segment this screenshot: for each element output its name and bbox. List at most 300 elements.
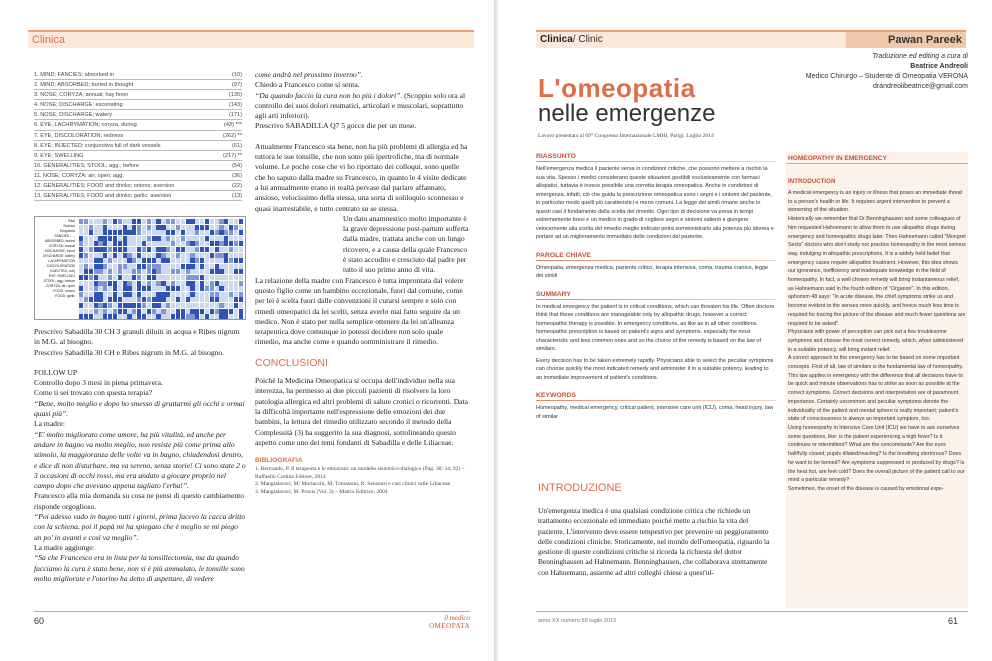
repertory-cell (132, 286, 136, 291)
repertory-cell (200, 314, 204, 319)
repertory-cell (156, 230, 160, 235)
repertory-cell (147, 241, 151, 246)
repertory-cell (137, 230, 141, 235)
repertory-cell (234, 275, 238, 280)
repertory-cell (94, 225, 98, 230)
repertory-cell (224, 247, 228, 252)
repertory-cell (229, 303, 233, 308)
repertory-cell (103, 253, 107, 258)
sidebar-paragraph: Historically we remember that Dr Benninghausen and some colleagues of him requested Hahnemann to allow them to use allopathic drugs during emergency and homeopathic drugs later. Then Hahnemann called "Mongrel Sects" doctors who don't study nor practice homeopathy in the most serious way, indulging in allopathic prescriptions. It is a widely held belief that emergency cases require allopathic treatment. However, this idea shows our ignorance, inefficiency and inadequate knowledge in the field of homeopathy. In fact, a well chosen remedy will bring instantaneous relief, as Hahnemann said in the fourth edition of "Organon". In this edition, aphorism 48 says: "In acute disease, the chief symptoms strike us and become evident to the senses more quickly, and hence much less time is required for tracing the picture of the disease and much fewer questions are required to be asked". (788, 216, 966, 327)
repertory-cell (200, 236, 204, 241)
repertory-cell (229, 292, 233, 297)
repertory-cell (127, 292, 131, 297)
repertory-cell (219, 219, 223, 224)
rubric-count: (171) (228, 112, 242, 119)
repertory-cell (195, 247, 199, 252)
repertory-cell (103, 264, 107, 269)
repertory-cell (108, 314, 112, 319)
repertory-cell (156, 314, 160, 319)
repertory-grid-image (34, 216, 246, 320)
repertory-cell (147, 264, 151, 269)
rubric-count: (10) (232, 72, 242, 78)
repertory-cell (94, 247, 98, 252)
repertory-cell (205, 275, 209, 280)
repertory-cell (84, 275, 88, 280)
repertory-cell (186, 303, 190, 308)
repertory-cell (181, 281, 185, 286)
repertory-cell (79, 264, 83, 269)
repertory-cell (98, 241, 102, 246)
bibliography-list (255, 466, 469, 496)
repertory-cell (137, 225, 141, 230)
rubric-row (34, 151, 242, 161)
repertory-cell (132, 247, 136, 252)
repertory-cell (89, 269, 93, 274)
repertory-row-label: FANCIES - ... (54, 234, 75, 238)
repertory-cell (79, 253, 83, 258)
keywords-text: Homeopathy, medical emergency, critical patient, intensive care unit (ICU), coma, head injury, law of similar (536, 405, 774, 420)
repertory-cell (152, 241, 156, 246)
repertory-cell (79, 275, 83, 280)
repertory-cell (118, 230, 122, 235)
repertory-cell (224, 236, 228, 241)
repertory-cell (118, 219, 122, 224)
rubric-list (34, 70, 242, 201)
repertory-cell (156, 292, 160, 297)
repertory-cell (200, 241, 204, 246)
repertory-cell (181, 314, 185, 319)
repertory-cell (176, 253, 180, 258)
repertory-row-label: INJECTED; conj (50, 269, 75, 273)
repertory-cell (219, 269, 223, 274)
repertory-cell (234, 225, 238, 230)
left-page (0, 0, 494, 661)
repertory-cell (234, 264, 238, 269)
followup-paragraph: Controllo dopo 3 mesi in piena primavera. (34, 378, 163, 388)
repertory-cell (234, 230, 238, 235)
repertory-cell (123, 225, 127, 230)
repertory-cell (84, 230, 88, 235)
repertory-cell (156, 258, 160, 263)
rubric-label: 10. GENERALITIES; STOOL; agg.; before (34, 162, 139, 169)
repertory-cell (113, 286, 117, 291)
repertory-cell (166, 264, 170, 269)
repertory-cell (195, 297, 199, 302)
repertory-cell (137, 292, 141, 297)
repertory-cell (132, 275, 136, 280)
journal-issue: anno XX numero 59 luglio 2015 (538, 618, 617, 624)
repertory-cell (181, 303, 185, 308)
repertory-cell (79, 297, 83, 302)
repertory-cell (200, 286, 204, 291)
repertory-cell (200, 247, 204, 252)
repertory-cell (137, 286, 141, 291)
repertory-cell (239, 230, 243, 235)
repertory-row-label: CORYZA; air; open (45, 284, 75, 288)
repertory-cell (224, 292, 228, 297)
repertory-row-label: Rubrics (63, 224, 75, 228)
repertory-cell (108, 309, 112, 314)
repertory-cell (200, 292, 204, 297)
repertory-cell (79, 230, 83, 235)
repertory-row-label: DISCHARGE; excor (44, 249, 75, 253)
repertory-cell (147, 236, 151, 241)
repertory-cell (89, 309, 93, 314)
repertory-cell (219, 292, 223, 297)
repertory-row-label: DISCOLORATION (47, 264, 75, 268)
repertory-cell (156, 281, 160, 286)
repertory-cell (186, 258, 190, 263)
repertory-cell (108, 269, 112, 274)
repertory-cell (234, 281, 238, 286)
repertory-cell (176, 225, 180, 230)
repertory-cell (113, 314, 117, 319)
repertory-cell (84, 247, 88, 252)
repertory-cell (215, 230, 219, 235)
repertory-row-label: Kingdoms (59, 229, 75, 233)
repertory-cell (176, 303, 180, 308)
repertory-cell (219, 230, 223, 235)
repertory-cell (210, 253, 214, 258)
rubric-row (34, 110, 242, 120)
repertory-cell (215, 258, 219, 263)
rubric-label: 7. EYE; DISCOLORATION; redness (34, 132, 124, 139)
repertory-cell (171, 286, 175, 291)
rubric-label: 5. NOSE; DISCHARGE; watery (34, 112, 113, 119)
repertory-cell (171, 281, 175, 286)
repertory-cell (118, 269, 122, 274)
repertory-cell (132, 253, 136, 258)
repertory-cell (113, 264, 117, 269)
repertory-cell (215, 314, 219, 319)
translation-credit: Traduzione ed editing a cura di Beatrice Andreoli Medico Chirurgo – Studente di Omeopatia VERONA drandreolibeatrice@gmail.com (805, 53, 968, 90)
repertory-cell (166, 225, 170, 230)
repertory-cell (147, 247, 151, 252)
repertory-cell (118, 292, 122, 297)
repertory-cell (118, 314, 122, 319)
repertory-cell (84, 219, 88, 224)
repertory-cell (84, 286, 88, 291)
repertory-cell (132, 230, 136, 235)
repertory-row-label: CORYZA; annual (48, 244, 75, 248)
repertory-cell (142, 264, 146, 269)
repertory-cell (186, 230, 190, 235)
bibliography-entry: 3. Mangialavori, M. Praxis (Vol. 3) – Matrix Editrice, 2004 (255, 488, 388, 495)
repertory-cell (123, 269, 127, 274)
repertory-cell (156, 219, 160, 224)
repertory-cell (113, 309, 117, 314)
repertory-cell (123, 230, 127, 235)
repertory-cell (205, 253, 209, 258)
repertory-cell (79, 258, 83, 263)
repertory-cell (84, 281, 88, 286)
repertory-cell (200, 264, 204, 269)
repertory-cell (94, 281, 98, 286)
rubric-label: 2. MIND; ABSORBED; buried in thought (34, 82, 134, 89)
repertory-cell (224, 241, 228, 246)
repertory-cell (142, 258, 146, 263)
repertory-cell (152, 269, 156, 274)
repertory-cell (113, 275, 117, 280)
repertory-cell (176, 281, 180, 286)
repertory-cell (210, 292, 214, 297)
introduzione-text: Un'emergenza medica è una qualsiasi condizione critica che richiede un trattamento eccezionale ed immediato poiché mette a rischio la vita del paziente. L'intervento deve essere tempestivo per prevenire un peggioramento delle condizioni cliniche. Storicamente, nel mondo dell'omeopatia, riguardo la gestione di queste condizioni critiche si ricorda la richiesta del dottor Benninghausen ad Hahnemann. Benninghausen, che collaborava strettamente con Hahnemann, assieme ad altri colleghi chiese a quest'ul- (538, 506, 770, 577)
repertory-cell (210, 236, 214, 241)
repertory-cell (195, 219, 199, 224)
repertory-row-label: DISCHARGE; watery (42, 254, 75, 258)
repertory-cell (190, 253, 194, 258)
repertory-cell (176, 297, 180, 302)
repertory-cell (210, 314, 214, 319)
repertory-cell (210, 303, 214, 308)
repertory-cell (123, 309, 127, 314)
repertory-cell (142, 241, 146, 246)
repertory-cell (113, 258, 117, 263)
repertory-row-label: FOOD; onions (53, 289, 75, 293)
repertory-cell (89, 258, 93, 263)
repertory-cell (229, 258, 233, 263)
repertory-cell (224, 219, 228, 224)
repertory-cell (156, 309, 160, 314)
repertory-cell (137, 275, 141, 280)
repertory-cell (239, 269, 243, 274)
repertory-cell (118, 241, 122, 246)
repertory-cell (229, 275, 233, 280)
repertory-cell (176, 258, 180, 263)
repertory-cell (239, 297, 243, 302)
repertory-cell (210, 219, 214, 224)
repertory-cell (161, 292, 165, 297)
repertory-cell (79, 286, 83, 291)
repertory-cell (176, 292, 180, 297)
right-footer-rule (536, 611, 968, 612)
repertory-cell (210, 230, 214, 235)
repertory-cell (113, 219, 117, 224)
repertory-cell (195, 275, 199, 280)
repertory-cell (89, 247, 93, 252)
repertory-cell (161, 258, 165, 263)
sidebar-paragraph: Physicians with power of perception can pick out a few troublesome symptoms and choose the most correct remedy, which, when administered in a suitable potency, will bring instant relief. (788, 329, 964, 353)
repertory-cell (79, 303, 83, 308)
repertory-cell (186, 314, 190, 319)
repertory-cell (137, 247, 141, 252)
repertory-cell (152, 236, 156, 241)
repertory-cell (171, 269, 175, 274)
repertory-cell (224, 275, 228, 280)
repertory-cell (142, 297, 146, 302)
repertory-cell (224, 258, 228, 263)
repertory-cell (142, 219, 146, 224)
repertory-cell (210, 258, 214, 263)
rubric-label: 11. NOSE; CORYZA; air; open; agg. (34, 172, 124, 179)
left-column-lower (34, 327, 246, 584)
repertory-cell (132, 241, 136, 246)
repertory-cell (166, 241, 170, 246)
repertory-cell (229, 269, 233, 274)
repertory-cell (224, 269, 228, 274)
riassunto-text: Nell'emergenza medica il paziente versa in condizioni critiche, che possono mettere a rischio la sua vita. Spesso i medici considerano queste situazioni gestibili esclusivamente con farmaci allopatici, tuttavia è invece possibile una corretta terapia omeopatica. Anche in condizioni di emergenza, infatti, ciò che guida la prescrizione omeopatica sono i segni e i sintomi del paziente, in particolar modo quelli più caratteristici e meno comuni. La legge dei simili rimane anche in questi casi il fondamento della scelta del rimedio. Ogni tipo di decisione va presa in tempi estremamente brevi e un medico in grado di cogliere segni e sintomi salienti e giungere velocemente alla scelta del rimedio meglio indicato potrà somministrarlo alla potenza più idonea e portare ad un miglioramento immediato delle condizioni del paziente. (536, 166, 774, 240)
repertory-cell (142, 225, 146, 230)
repertory-cell (161, 230, 165, 235)
repertory-cell (142, 275, 146, 280)
repertory-cell (171, 275, 175, 280)
repertory-cell (176, 230, 180, 235)
conclusions-text: Poiché la Medicina Omeopatica si occupa dell'individuo nella sua interezza, ha permesso ai due piccoli pazienti di risolvere la loro patologia allergica ed altri problemi di salute cronici o ricorrenti. Data la difficoltà importante nell'espressione delle emozioni dei due bambini, la lettura del rimedio utilizzato secondo il metodo della Complessità (3) ha suggerito la sua diagnosi, sottolineando questo aspetto come uno dei temi fondanti di Sabadilla e delle Liliaceae. (255, 376, 469, 447)
repertory-cell (166, 303, 170, 308)
repertory-cell (219, 241, 223, 246)
repertory-cell (98, 264, 102, 269)
repertory-cell (200, 297, 204, 302)
repertory-cell (103, 286, 107, 291)
right-page (498, 0, 992, 661)
repertory-cell (147, 258, 151, 263)
repertory-cell (147, 303, 151, 308)
rubric-count: (262) ** (223, 132, 242, 139)
repertory-row-label: FOOD; garlic (55, 294, 75, 298)
repertory-cell (195, 314, 199, 319)
riassunto-title: RIASSUNTO (536, 152, 776, 162)
repertory-cell (84, 292, 88, 297)
repertory-cell (186, 253, 190, 258)
repertory-cell (132, 264, 136, 269)
repertory-cell (181, 269, 185, 274)
repertory-cell (147, 292, 151, 297)
repertory-cell (113, 241, 117, 246)
repertory-cell (181, 236, 185, 241)
repertory-cell (108, 297, 112, 302)
repertory-cell (181, 225, 185, 230)
repertory-cell (234, 297, 238, 302)
repertory-cell (229, 241, 233, 246)
repertory-cell (113, 230, 117, 235)
repertory-cell (84, 297, 88, 302)
repertory-cell (89, 264, 93, 269)
repertory-cell (219, 253, 223, 258)
repertory-cell (186, 297, 190, 302)
repertory-cell (215, 219, 219, 224)
rubric-label: 9. EYE; SWELLING (34, 152, 84, 159)
repertory-cell (161, 264, 165, 269)
parole-chiave-text: Omeopatia, emergenza medica, paziente critico, terapia intensiva, coma, trauma cranico, legge dei simili (536, 264, 769, 279)
repertory-cell (186, 292, 190, 297)
repertory-cell (186, 225, 190, 230)
repertory-cell (132, 225, 136, 230)
repertory-cell (161, 225, 165, 230)
repertory-cell (239, 253, 243, 258)
repertory-cell (181, 230, 185, 235)
repertory-cell (195, 253, 199, 258)
repertory-cell (181, 309, 185, 314)
repertory-cell (94, 275, 98, 280)
repertory-cell (137, 241, 141, 246)
repertory-cell (156, 247, 160, 252)
summary-title: SUMMARY (536, 290, 776, 300)
repertory-cell (195, 309, 199, 314)
bibliography-entry: 1. Bertrando, P. Il terapeuta e le emozioni: un modello sistemico-dialogico (Pag. 30; 34; 92) – Raffaello Cortina Editore, 2014 (255, 466, 465, 480)
repertory-cell (147, 314, 151, 319)
repertory-cell (94, 292, 98, 297)
parole-chiave-title: PAROLE CHIAVE (536, 251, 776, 261)
repertory-cell (215, 275, 219, 280)
repertory-cell (161, 247, 165, 252)
repertory-cell (118, 297, 122, 302)
repertory-cell (98, 309, 102, 314)
bibliography-title: BIBLIOGRAFIA (255, 457, 303, 465)
dialogue-line: Prescrivo SABADILLA Q7 5 gocce die per un mese. (255, 121, 417, 131)
repertory-cell (210, 281, 214, 286)
repertory-cell (147, 281, 151, 286)
repertory-cell (98, 253, 102, 258)
repertory-cell (127, 264, 131, 269)
repertory-cell (171, 292, 175, 297)
repertory-cell (190, 264, 194, 269)
repertory-cell (210, 297, 214, 302)
right-header-section: Clinica/ Clinic (540, 34, 603, 45)
repertory-cell (127, 230, 131, 235)
repertory-cell (103, 236, 107, 241)
repertory-cell (132, 281, 136, 286)
repertory-cell (152, 225, 156, 230)
repertory-cell (195, 225, 199, 230)
repertory-cell (205, 247, 209, 252)
repertory-cell (176, 247, 180, 252)
keywords-title: KEYWORDS (536, 391, 776, 401)
repertory-cell (176, 314, 180, 319)
repertory-cell (94, 297, 98, 302)
repertory-cell (205, 292, 209, 297)
repertory-cell (127, 281, 131, 286)
repertory-cell (190, 303, 194, 308)
repertory-cell (147, 286, 151, 291)
repertory-cell (123, 241, 127, 246)
abstract-section (536, 152, 776, 468)
repertory-cell (137, 309, 141, 314)
repertory-cell (79, 292, 83, 297)
repertory-cell (205, 219, 209, 224)
repertory-cell (137, 258, 141, 263)
repertory-cell (224, 309, 228, 314)
repertory-cell (113, 236, 117, 241)
repertory-cell (166, 258, 170, 263)
repertory-cell (190, 297, 194, 302)
repertory-cell (171, 241, 175, 246)
dialogue-line: come andrà nel prossimo inverno”. (255, 70, 363, 79)
repertory-cell (103, 269, 107, 274)
repertory-cell (152, 309, 156, 314)
repertory-cell (234, 258, 238, 263)
repertory-cell (142, 236, 146, 241)
repertory-cell (89, 303, 93, 308)
repertory-cell (89, 241, 93, 246)
repertory-cell (84, 303, 88, 308)
repertory-cell (103, 247, 107, 252)
repertory-cell (224, 253, 228, 258)
repertory-cell (137, 253, 141, 258)
repertory-cell (215, 253, 219, 258)
repertory-cell (200, 225, 204, 230)
repertory-cell (118, 236, 122, 241)
repertory-cell (166, 219, 170, 224)
repertory-cell (205, 314, 209, 319)
left-column-right (255, 70, 469, 496)
repertory-cell (127, 219, 131, 224)
repertory-cell (79, 236, 83, 241)
repertory-cell (161, 281, 165, 286)
repertory-cell (137, 264, 141, 269)
repertory-cell (103, 281, 107, 286)
dialogue-line: Chiedo a Francesco come si senta. (255, 80, 360, 90)
repertory-cell (205, 286, 209, 291)
